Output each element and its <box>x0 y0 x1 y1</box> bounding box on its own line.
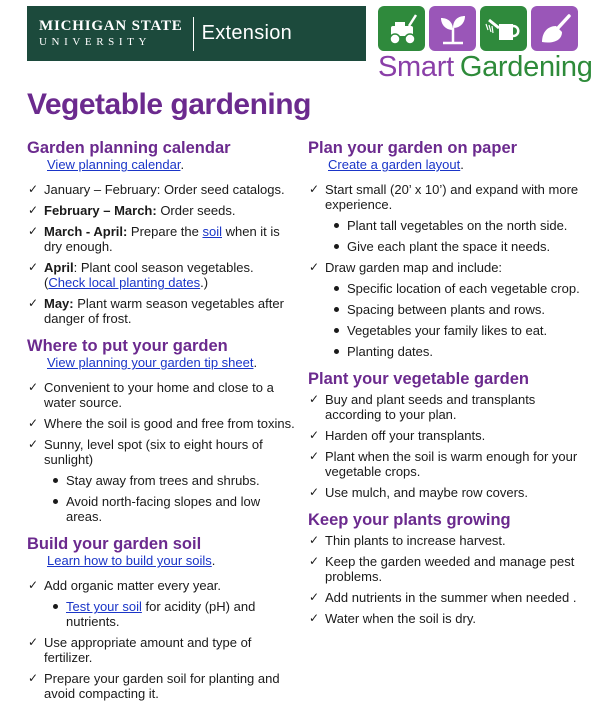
extension-label: Extension <box>201 22 293 44</box>
check-list <box>308 182 583 359</box>
item-bold: March - April: <box>44 224 128 240</box>
check-icon: ✓ <box>309 260 320 275</box>
section-link-line <box>47 553 297 568</box>
section-link-line <box>47 157 297 172</box>
item-text-after: .) <box>200 275 209 291</box>
section-link-line <box>328 157 583 172</box>
check-icon: ✓ <box>28 260 39 275</box>
list-item <box>27 671 297 701</box>
check-icon: ✓ <box>309 554 320 569</box>
section-calendar <box>27 139 297 326</box>
item-text: Plant when the soil is warm enough for your vegetable crops. <box>325 449 578 480</box>
bullet-item: Avoid north-facing slopes and low areas. <box>44 494 297 524</box>
section-title: Build your garden soil <box>27 535 202 554</box>
banner-divider <box>193 17 194 51</box>
check-icon: ✓ <box>28 635 39 650</box>
page-title: Vegetable gardening <box>27 88 311 121</box>
list-item <box>308 590 583 605</box>
check-list <box>27 380 297 524</box>
check-icon: ✓ <box>28 416 39 431</box>
item-bold: May: <box>44 296 74 312</box>
check-list <box>27 182 297 326</box>
check-icon: ✓ <box>28 671 39 686</box>
right-column <box>308 139 583 637</box>
smart-gardening-logo <box>378 6 593 88</box>
build-soils-link[interactable]: Learn how to build your soils <box>47 553 212 569</box>
section-where <box>27 337 297 524</box>
section-link-line <box>47 355 297 370</box>
list-item <box>27 635 297 665</box>
smart-gardening-wordmark <box>378 51 593 83</box>
watering-can-icon <box>480 6 527 51</box>
list-item <box>27 578 297 629</box>
trowel-icon <box>531 6 578 51</box>
list-item <box>27 203 297 218</box>
list-item <box>27 260 297 290</box>
check-icon: ✓ <box>309 392 320 407</box>
create-garden-layout-link[interactable]: Create a garden layout <box>328 157 461 173</box>
check-icon: ✓ <box>28 224 39 239</box>
msu-line2: UNIVERSITY <box>39 36 151 48</box>
item-text: Water when the soil is dry. <box>325 611 476 627</box>
list-item <box>308 611 583 626</box>
section-paper <box>308 139 583 359</box>
section-title: Garden planning calendar <box>27 139 231 157</box>
link-period: . <box>180 157 185 173</box>
section-title: Plan your garden on paper <box>308 139 518 157</box>
item-bold: February – March: <box>44 203 157 219</box>
check-icon: ✓ <box>28 578 39 593</box>
check-icon: ✓ <box>28 296 39 311</box>
bullet-list <box>44 473 297 524</box>
view-tip-sheet-link[interactable]: View planning your garden tip sheet <box>47 355 254 371</box>
item-text: Sunny, level spot (six to eight hours of sunlight) <box>44 437 263 468</box>
list-item <box>308 182 583 254</box>
logo-word-gardening: Gardening <box>459 51 593 83</box>
bullet-item: Stay away from trees and shrubs. <box>44 473 297 488</box>
soil-link[interactable]: soil <box>202 224 222 240</box>
item-text: Order seeds. <box>156 203 236 219</box>
test-your-soil-link[interactable]: Test your soil <box>66 599 142 615</box>
bullet-list <box>325 218 583 254</box>
seedling-icon <box>429 6 476 51</box>
bullet-item: Spacing between plants and rows. <box>325 302 583 317</box>
list-item <box>308 449 583 479</box>
list-item <box>308 392 583 422</box>
list-item <box>27 224 297 254</box>
list-item <box>308 533 583 548</box>
bullet-item: Give each plant the space it needs. <box>325 239 583 254</box>
link-period: . <box>211 553 216 569</box>
item-text: : Plant cool season vegetables. ( <box>44 260 254 291</box>
item-text-after: when it is dry enough. <box>44 224 280 255</box>
item-text: Plant warm season vegetables after danger of frost. <box>44 296 284 327</box>
item-text: Draw garden map and include: <box>325 260 503 276</box>
item-text: Where the soil is good and free from toxins. <box>44 416 295 432</box>
item-text: Thin plants to increase harvest. <box>325 533 506 549</box>
item-text: Harden off your transplants. <box>325 428 486 444</box>
check-icon: ✓ <box>309 590 320 605</box>
list-item <box>308 260 583 359</box>
lawn-mower-icon <box>378 6 425 51</box>
bullet-item: Plant tall vegetables on the north side. <box>325 218 583 233</box>
check-icon: ✓ <box>309 533 320 548</box>
list-item <box>27 296 297 326</box>
section-plant <box>308 370 583 500</box>
bullet-item <box>44 599 297 629</box>
list-item <box>27 437 297 524</box>
list-item <box>27 416 297 431</box>
msu-line1: MICHIGAN STATE <box>39 18 183 34</box>
check-local-planting-dates-link[interactable]: Check local planting dates <box>48 275 201 291</box>
list-item <box>308 485 583 500</box>
list-item <box>308 554 583 584</box>
check-icon: ✓ <box>28 203 39 218</box>
list-item <box>308 428 583 443</box>
left-column <box>27 139 297 712</box>
check-icon: ✓ <box>309 182 320 197</box>
link-period: . <box>460 157 464 173</box>
section-title: Plant your vegetable garden <box>308 370 529 389</box>
item-text: Use mulch, and maybe row covers. <box>325 485 529 501</box>
logo-word-smart: Smart <box>378 51 454 83</box>
list-item <box>27 380 297 410</box>
check-icon: ✓ <box>28 380 39 395</box>
section-soil <box>27 535 297 701</box>
section-keep <box>308 511 583 626</box>
item-text: Keep the garden weeded and manage pest problems. <box>325 554 575 585</box>
item-text: Add organic matter every year. <box>44 578 222 594</box>
item-text-after: for acidity (pH) and nutrients. <box>66 599 256 630</box>
check-icon: ✓ <box>309 449 320 464</box>
check-icon: ✓ <box>28 437 39 452</box>
item-text: Convenient to your home and close to a water source. <box>44 380 274 411</box>
item-text: Use appropriate amount and type of fertilizer. <box>44 635 252 666</box>
check-icon: ✓ <box>309 611 320 626</box>
check-icon: ✓ <box>28 182 39 197</box>
bullet-item: Vegetables your family likes to eat. <box>325 323 583 338</box>
item-text: Prepare the <box>127 224 203 240</box>
view-planning-calendar-link[interactable]: View planning calendar <box>47 157 181 173</box>
bullet-list <box>44 599 297 629</box>
check-list <box>27 578 297 701</box>
check-list <box>308 533 583 626</box>
msu-wordmark <box>39 19 183 48</box>
check-list <box>308 392 583 500</box>
item-text: January – February: Order seed catalogs. <box>44 182 285 198</box>
list-item <box>27 182 297 197</box>
bullet-list <box>325 281 583 359</box>
item-text: Buy and plant seeds and transplants according to your plan. <box>325 392 536 423</box>
bullet-item: Planting dates. <box>325 344 583 359</box>
msu-extension-banner <box>27 6 366 61</box>
check-icon: ✓ <box>309 485 320 500</box>
item-text: Add nutrients in the summer when needed . <box>325 590 577 606</box>
check-icon: ✓ <box>309 428 320 443</box>
item-text: Prepare your garden soil for planting and avoid compacting it. <box>44 671 280 702</box>
item-text: Start small (20’ x 10’) and expand with more experience. <box>325 182 579 213</box>
section-title: Keep your plants growing <box>308 511 511 530</box>
section-title: Where to put your garden <box>27 337 228 356</box>
bullet-item: Specific location of each vegetable crop. <box>325 281 583 296</box>
link-period: . <box>253 355 258 371</box>
item-bold: April <box>44 260 74 276</box>
